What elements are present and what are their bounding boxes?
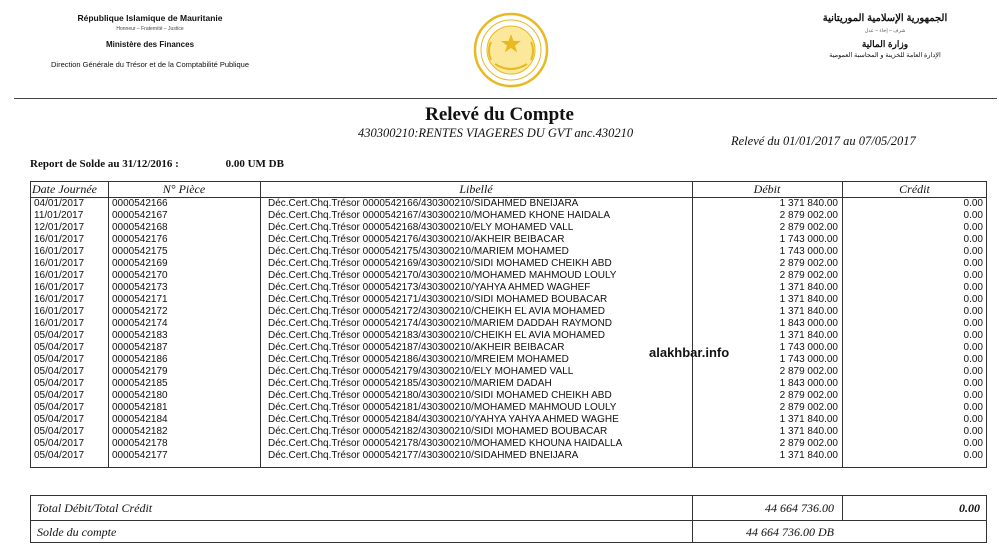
cell-credit: 0.00 — [963, 210, 983, 221]
cell-piece: 0000542168 — [112, 222, 168, 233]
table-row — [31, 198, 986, 210]
table-row — [31, 366, 986, 378]
cell-piece: 0000542173 — [112, 282, 168, 293]
cell-debit: 1 371 840.00 — [779, 306, 838, 317]
table-row — [31, 378, 986, 390]
total-debit: 44 664 736.00 — [765, 501, 834, 515]
cell-credit: 0.00 — [963, 306, 983, 317]
cell-libelle: Déc.Cert.Chq.Trésor 0000542170/430300210/MOHAMED MAHMOUD LOULY — [268, 270, 617, 281]
table-row — [31, 294, 986, 306]
cell-piece: 0000542182 — [112, 426, 168, 437]
cell-piece: 0000542181 — [112, 402, 168, 413]
table-row — [31, 342, 986, 354]
cell-debit: 1 371 840.00 — [779, 330, 838, 341]
header-divider — [14, 98, 997, 99]
cell-credit: 0.00 — [963, 318, 983, 329]
cell-date: 04/01/2017 — [34, 198, 85, 209]
cell-date: 05/04/2017 — [34, 402, 85, 413]
cell-credit: 0.00 — [963, 414, 983, 425]
cell-libelle: Déc.Cert.Chq.Trésor 0000542183/430300210/CHEIKH EL AVIA MOHAMED — [268, 330, 606, 341]
column-header-piece: N° Pièce — [162, 182, 206, 196]
report-line — [30, 158, 284, 170]
cell-libelle: Déc.Cert.Chq.Trésor 0000542172/430300210/CHEIKH EL AVIA MOHAMED — [268, 306, 606, 317]
cell-piece: 0000542172 — [112, 306, 168, 317]
cell-debit: 1 371 840.00 — [779, 294, 838, 305]
cell-date: 16/01/2017 — [34, 318, 85, 329]
total-credit: 0.00 — [959, 501, 980, 515]
cell-credit: 0.00 — [963, 438, 983, 449]
cell-debit: 1 371 840.00 — [779, 198, 838, 209]
cell-credit: 0.00 — [963, 294, 983, 305]
cell-piece: 0000542185 — [112, 378, 168, 389]
cell-piece: 0000542179 — [112, 366, 168, 377]
solde-label: Solde du compte — [37, 525, 117, 539]
cell-libelle: Déc.Cert.Chq.Trésor 0000542187/430300210/AKHEIR BEIBACAR — [268, 342, 565, 353]
cell-date: 11/01/2017 — [34, 210, 84, 221]
cell-date: 16/01/2017 — [34, 234, 85, 245]
cell-credit: 0.00 — [963, 234, 983, 245]
cell-libelle: Déc.Cert.Chq.Trésor 0000542173/430300210/YAHYA AHMED WAGHEF — [268, 282, 591, 293]
cell-credit: 0.00 — [963, 378, 983, 389]
cell-debit: 2 879 002.00 — [779, 258, 838, 269]
cell-credit: 0.00 — [963, 258, 983, 269]
watermark: alakhbar.info — [649, 345, 730, 360]
column-header-credit: Crédit — [899, 182, 930, 196]
cell-piece: 0000542177 — [112, 450, 168, 461]
totals-row-divider — [31, 520, 986, 521]
cell-piece: 0000542187 — [112, 342, 168, 353]
table-row — [31, 318, 986, 330]
cell-libelle: Déc.Cert.Chq.Trésor 0000542166/430300210/SIDAHMED BNEIJARA — [268, 198, 579, 209]
cell-debit: 1 371 840.00 — [779, 282, 838, 293]
totals-table — [30, 495, 987, 543]
cell-credit: 0.00 — [963, 426, 983, 437]
cell-date: 05/04/2017 — [34, 450, 85, 461]
cell-debit: 1 843 000.00 — [779, 318, 838, 329]
cell-credit: 0.00 — [963, 390, 983, 401]
cell-libelle: Déc.Cert.Chq.Trésor 0000542178/430300210/MOHAMED KHOUNA HAIDALLA — [268, 438, 623, 449]
direction-name-fr: Direction Générale du Trésor et de la Comptabilité Publique — [50, 59, 250, 69]
table-row — [31, 306, 986, 318]
report-amount: 0.00 UM DB — [225, 158, 284, 170]
column-divider — [842, 496, 843, 520]
cell-debit: 2 879 002.00 — [779, 270, 838, 281]
cell-piece: 0000542174 — [112, 318, 168, 329]
table-row — [31, 426, 986, 438]
cell-libelle: Déc.Cert.Chq.Trésor 0000542176/430300210/AKHEIR BEIBACAR — [268, 234, 565, 245]
direction-name-ar: الإدارة العامة للخزينة و المحاسبة العمومية — [829, 52, 941, 59]
cell-date: 05/04/2017 — [34, 342, 85, 353]
cell-debit: 1 743 000.00 — [779, 354, 838, 365]
table-row — [31, 258, 986, 270]
cell-libelle: Déc.Cert.Chq.Trésor 0000542184/430300210/YAHYA YAHYA AHMED WAGHE — [268, 414, 619, 425]
cell-libelle: Déc.Cert.Chq.Trésor 0000542175/430300210/MARIEM MOHAMED — [268, 246, 569, 257]
account-label: 430300210:RENTES VIAGERES DU GVT anc.430210 — [358, 126, 634, 140]
cell-piece: 0000542183 — [112, 330, 168, 341]
report-label: Report de Solde au 31/12/2016 : — [30, 158, 179, 170]
table-row — [31, 270, 986, 282]
column-header-libelle: Libellé — [459, 182, 493, 196]
country-name-ar: الجمهورية الإسلامية الموريتانية — [822, 13, 948, 24]
cell-libelle: Déc.Cert.Chq.Trésor 0000542167/430300210/MOHAMED KHONE HAIDALA — [268, 210, 611, 221]
cell-date: 05/04/2017 — [34, 378, 85, 389]
table-row — [31, 438, 986, 450]
cell-libelle: Déc.Cert.Chq.Trésor 0000542179/430300210/ELY MOHAMED VALL — [268, 366, 574, 377]
column-header-debit: Débit — [753, 182, 781, 196]
cell-piece: 0000542175 — [112, 246, 168, 257]
cell-credit: 0.00 — [963, 402, 983, 413]
cell-debit: 1 743 000.00 — [779, 342, 838, 353]
cell-libelle: Déc.Cert.Chq.Trésor 0000542185/430300210/MARIEM DADAH — [268, 378, 552, 389]
cell-piece: 0000542169 — [112, 258, 168, 269]
cell-libelle: Déc.Cert.Chq.Trésor 0000542169/430300210/SIDI MOHAMED CHEIKH ABD — [268, 258, 612, 269]
cell-date: 16/01/2017 — [34, 246, 85, 257]
cell-date: 16/01/2017 — [34, 258, 85, 269]
cell-debit: 2 879 002.00 — [779, 222, 838, 233]
cell-credit: 0.00 — [963, 198, 983, 209]
country-name-fr: République Islamique de Mauritanie — [77, 13, 223, 23]
cell-piece: 0000542186 — [112, 354, 168, 365]
cell-debit: 1 743 000.00 — [779, 246, 838, 257]
document-title: Relevé du Compte — [425, 104, 574, 125]
cell-date: 16/01/2017 — [34, 282, 85, 293]
cell-piece: 0000542178 — [112, 438, 168, 449]
motto-fr: Honneur – Fraternité – Justice — [116, 25, 184, 32]
column-header-date: Date Journée — [32, 182, 97, 196]
cell-libelle: Déc.Cert.Chq.Trésor 0000542180/430300210/SIDI MOHAMED CHEIKH ABD — [268, 390, 612, 401]
header-left-block — [0, 14, 300, 68]
cell-credit: 0.00 — [963, 354, 983, 365]
cell-piece: 0000542170 — [112, 270, 168, 281]
period-label: Relevé du 01/01/2017 au 07/05/2017 — [731, 134, 916, 148]
cell-debit: 1 371 840.00 — [779, 414, 838, 425]
cell-piece: 0000542180 — [112, 390, 168, 401]
cell-credit: 0.00 — [963, 330, 983, 341]
cell-piece: 0000542176 — [112, 234, 168, 245]
cell-debit: 2 879 002.00 — [779, 390, 838, 401]
ministry-name-ar: وزارة المالية — [861, 39, 909, 49]
cell-date: 12/01/2017 — [34, 222, 85, 233]
cell-debit: 2 879 002.00 — [779, 366, 838, 377]
table-row — [31, 222, 986, 234]
cell-date: 05/04/2017 — [34, 354, 85, 365]
cell-date: 16/01/2017 — [34, 306, 85, 317]
table-row — [31, 414, 986, 426]
solde-value: 44 664 736.00 DB — [746, 525, 834, 539]
column-divider — [692, 496, 693, 542]
cell-libelle: Déc.Cert.Chq.Trésor 0000542171/430300210/SIDI MOHAMED BOUBACAR — [268, 294, 608, 305]
cell-piece: 0000542166 — [112, 198, 168, 209]
cell-date: 05/04/2017 — [34, 438, 85, 449]
table-row — [31, 234, 986, 246]
table-row — [31, 330, 986, 342]
cell-libelle: Déc.Cert.Chq.Trésor 0000542182/430300210/SIDI MOHAMED BOUBACAR — [268, 426, 608, 437]
cell-debit: 1 371 840.00 — [779, 426, 838, 437]
ministry-name-fr: Ministère des Finances — [105, 39, 195, 49]
cell-libelle: Déc.Cert.Chq.Trésor 0000542186/430300210/MREIEM MOHAMED — [268, 354, 569, 365]
cell-debit: 2 879 002.00 — [779, 210, 838, 221]
table-row — [31, 282, 986, 294]
cell-credit: 0.00 — [963, 366, 983, 377]
total-label: Total Débit/Total Crédit — [37, 501, 153, 515]
table-row — [31, 450, 986, 462]
cell-date: 05/04/2017 — [34, 426, 85, 437]
transactions-table — [30, 181, 987, 468]
table-row — [31, 402, 986, 414]
table-row — [31, 246, 986, 258]
coat-of-arms-seal-icon — [473, 12, 549, 88]
cell-libelle: Déc.Cert.Chq.Trésor 0000542177/430300210/SIDAHMED BNEIJARA — [268, 450, 579, 461]
cell-credit: 0.00 — [963, 222, 983, 233]
cell-date: 16/01/2017 — [34, 270, 85, 281]
cell-credit: 0.00 — [963, 282, 983, 293]
table-row — [31, 210, 986, 222]
cell-date: 05/04/2017 — [34, 390, 85, 401]
cell-date: 05/04/2017 — [34, 366, 85, 377]
cell-debit: 1 843 000.00 — [779, 378, 838, 389]
cell-piece: 0000542167 — [112, 210, 168, 221]
cell-debit: 1 743 000.00 — [779, 234, 838, 245]
header-right-block — [785, 14, 985, 60]
cell-credit: 0.00 — [963, 270, 983, 281]
cell-credit: 0.00 — [963, 450, 983, 461]
table-row — [31, 390, 986, 402]
cell-date: 16/01/2017 — [34, 294, 85, 305]
cell-piece: 0000542184 — [112, 414, 168, 425]
cell-debit: 2 879 002.00 — [779, 402, 838, 413]
cell-date: 05/04/2017 — [34, 414, 85, 425]
motto-ar: شرف – إخاء – عدل — [864, 28, 906, 34]
cell-credit: 0.00 — [963, 246, 983, 257]
cell-date: 05/04/2017 — [34, 330, 85, 341]
cell-libelle: Déc.Cert.Chq.Trésor 0000542174/430300210/MARIEM DADDAH RAYMOND — [268, 318, 613, 329]
cell-debit: 2 879 002.00 — [779, 438, 838, 449]
cell-piece: 0000542171 — [112, 294, 168, 305]
cell-credit: 0.00 — [963, 342, 983, 353]
cell-libelle: Déc.Cert.Chq.Trésor 0000542181/430300210/MOHAMED MAHMOUD LOULY — [268, 402, 617, 413]
table-row — [31, 354, 986, 366]
cell-debit: 1 371 840.00 — [779, 450, 838, 461]
cell-libelle: Déc.Cert.Chq.Trésor 0000542168/430300210/ELY MOHAMED VALL — [268, 222, 574, 233]
